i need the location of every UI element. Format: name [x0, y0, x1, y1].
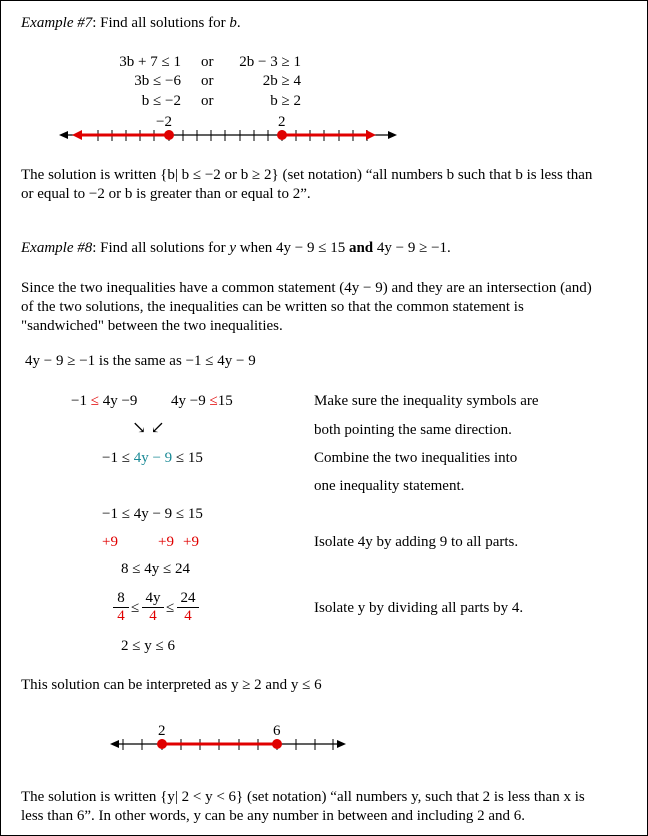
- ex7-row2-left: 3b ≤ −6: [134, 73, 181, 89]
- frac3-numerator: 24: [177, 590, 199, 608]
- combine-arrows: ↘ ↙: [132, 418, 165, 437]
- step1-right-pre: 4y −9: [171, 393, 210, 409]
- ex7-row3-left: b ≤ −2: [141, 93, 181, 109]
- step1-right-symbol: ≤: [209, 393, 218, 409]
- same-as-mid: is the same as: [95, 353, 186, 369]
- ex8-solution-line1: The solution is written {y| 2 < y < 6} (set notation) “all numbers y, such that 2 is less than x is: [21, 789, 585, 805]
- example-8-and: and: [345, 240, 377, 256]
- ex8-para-line2: of the two solutions, the inequalities can be written so that the common statement is: [21, 299, 524, 315]
- ex7-number-line: [56, 125, 401, 147]
- repeat-inequality: −1 ≤ 4y − 9 ≤ 15: [102, 506, 203, 522]
- example-7-variable: b: [229, 15, 237, 31]
- ex7-row2-or: or: [201, 73, 214, 89]
- ex8-numberline-label-right: 6: [273, 723, 281, 739]
- note-symbols-line1: Make sure the inequality symbols are: [314, 393, 539, 409]
- ex8-para-line3: "sandwiched" between the two inequalities.: [21, 318, 283, 334]
- ex8-para-line1: Since the two inequalities have a common statement (4y − 9) and they are an intersection (and): [21, 280, 592, 296]
- step1-right-inequality: [171, 392, 233, 410]
- ex7-solution-line1: The solution is written {b| b ≤ −2 or b ≥ 2} (set notation) “all numbers b such that b is less than: [21, 167, 593, 183]
- ex7-row3-or: or: [201, 93, 214, 109]
- ex7-row1-left: 3b + 7 ≤ 1: [119, 54, 181, 70]
- frac-le-2: ≤: [166, 600, 175, 616]
- example-8-ineq1: 4y − 9 ≤ 15: [276, 240, 346, 256]
- step1-left-post: 4y −9: [98, 393, 138, 409]
- fraction-4y-over-4: [142, 590, 164, 625]
- ex7-row1-right: 2b − 3 ≥ 1: [239, 54, 301, 70]
- plus9-right: +9: [183, 534, 199, 550]
- combined-post: ≤ 15: [172, 450, 203, 466]
- interpretation: This solution can be interpreted as y ≥ 2 and y ≤ 6: [21, 677, 322, 693]
- example-7-heading-end: .: [236, 15, 241, 31]
- combined-inequality: [102, 449, 203, 467]
- note-symbols-line2: both pointing the same direction.: [314, 422, 512, 438]
- example-7-heading-text: : Find all solutions for: [92, 15, 230, 31]
- ex8-solution-line2: less than 6”. In other words, y can be any number in between and including 2 and 6.: [21, 808, 526, 824]
- frac2-numerator: 4y: [142, 590, 164, 608]
- frac2-denominator: 4: [149, 608, 157, 624]
- combined-pre: −1 ≤: [102, 450, 134, 466]
- ex8-numberline-label-left: 2: [158, 723, 166, 739]
- example-8-label: Example #8: [21, 240, 93, 256]
- plus9-left: +9: [102, 534, 118, 550]
- same-as-left: 4y − 9 ≥ −1: [25, 353, 96, 369]
- ex7-row1-or: or: [201, 54, 214, 70]
- ex7-numberline-label-right: 2: [278, 114, 286, 130]
- fraction-8-over-4: [113, 590, 129, 625]
- step1-left-pre: −1: [71, 393, 91, 409]
- note-divide-four: Isolate y by dividing all parts by 4.: [314, 600, 524, 616]
- final-result: 2 ≤ y ≤ 6: [121, 638, 175, 654]
- note-combine-line2: one inequality statement.: [314, 478, 465, 494]
- ex8-same-as: [25, 352, 256, 370]
- step1-right-post: 15: [217, 393, 233, 409]
- frac3-denominator: 4: [184, 608, 192, 624]
- example-8-heading-end: .: [447, 240, 451, 256]
- step1-left-inequality: [71, 392, 137, 410]
- ex7-row2-right: 2b ≥ 4: [262, 73, 301, 89]
- step1-left-symbol: ≤: [90, 393, 99, 409]
- example-8-heading: [21, 239, 451, 257]
- example-7-label: Example #7: [21, 15, 93, 31]
- ex7-numberline-label-left: −2: [156, 114, 172, 130]
- combined-mid: 4y − 9: [133, 450, 173, 466]
- ex8-number-line: [109, 734, 349, 756]
- note-add-nine: Isolate 4y by adding 9 to all parts.: [314, 534, 519, 550]
- frac-le-1: ≤: [131, 600, 140, 616]
- example-8-when: when: [236, 240, 276, 256]
- plus9-middle: +9: [158, 534, 174, 550]
- ex7-solution-line2: or equal to −2 or b is greater than or equal to 2”.: [21, 186, 311, 202]
- fraction-24-over-4: [177, 590, 199, 625]
- result-after-adding: 8 ≤ 4y ≤ 24: [121, 561, 190, 577]
- example-8-variable: y: [229, 240, 236, 256]
- example-8-ineq2: 4y − 9 ≥ −1: [376, 240, 448, 256]
- frac1-denominator: 4: [117, 608, 125, 624]
- example-7-heading: [21, 14, 241, 32]
- ex7-row3-right: b ≥ 2: [270, 93, 301, 109]
- example-8-heading-text: : Find all solutions for: [92, 240, 230, 256]
- frac1-numerator: 8: [113, 590, 129, 608]
- note-combine-line1: Combine the two inequalities into: [314, 450, 518, 466]
- same-as-right: −1 ≤ 4y − 9: [185, 353, 256, 369]
